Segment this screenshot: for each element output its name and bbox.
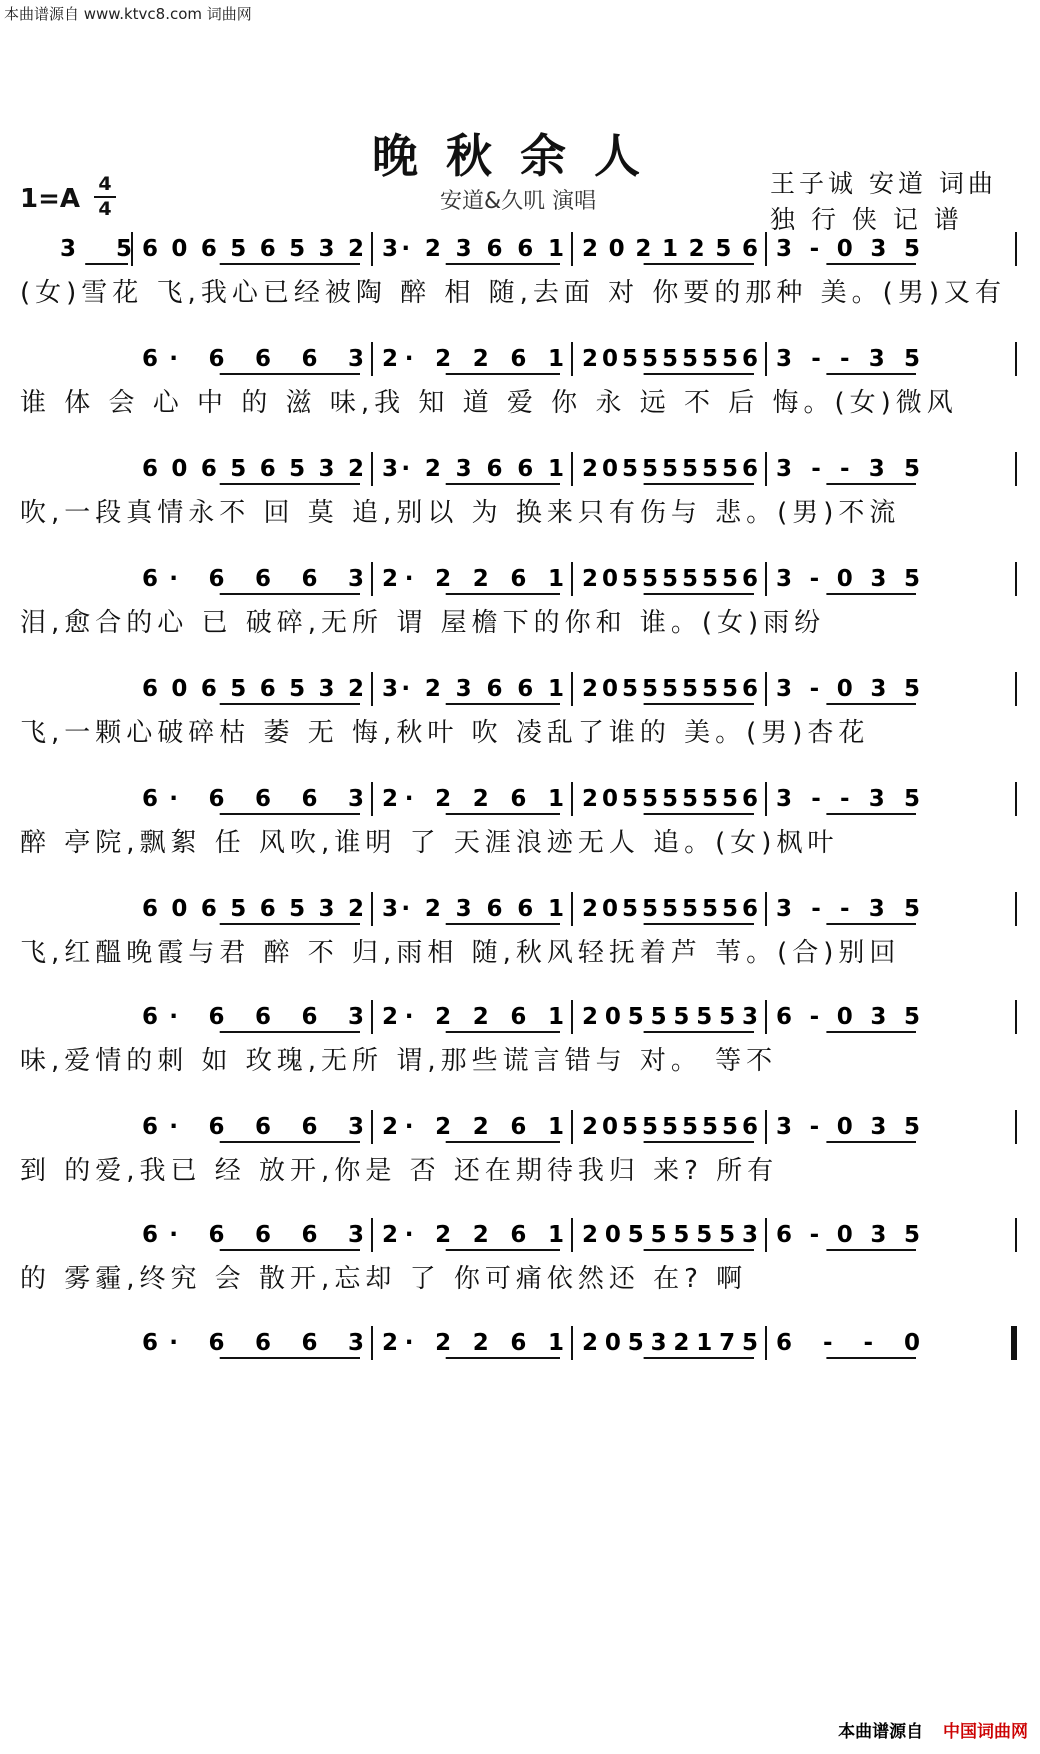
staff-row	[20, 1216, 1020, 1336]
bar-notes: 6 0 6 5 6 5 3 2	[142, 236, 364, 262]
bar-notes: 3 - - 3 5	[776, 896, 920, 922]
staff-notes	[20, 1216, 1020, 1260]
bar-notes: 2· 2 2 6 1	[382, 1114, 564, 1140]
pickup-notes: 3 5	[60, 236, 132, 262]
lyric-line: 到 的爱,我已 经 放开,你是 否 还在期待我归 来? 所有	[20, 1156, 779, 1186]
bar-notes: 6 0 6 5 6 5 3 2	[142, 896, 364, 922]
staff-notes	[20, 1324, 1020, 1368]
credits	[770, 166, 997, 238]
time-signature	[94, 174, 116, 220]
bar-notes: 3 - 0 3 5	[776, 566, 920, 592]
bar-notes: 2· 2 2 6 1	[382, 786, 564, 812]
bar-notes: 2· 2 2 6 1	[382, 1004, 564, 1030]
staff-notes	[20, 890, 1020, 934]
source-banner: 本曲谱源自 www.ktvc8.com 词曲网	[4, 5, 252, 23]
bar-notes: 6· 6 6 6 3	[142, 1222, 364, 1248]
bar-notes: 2 0 5 5 5 5 5 5 6	[582, 1114, 758, 1140]
staff-notes	[20, 340, 1020, 384]
staff-row	[20, 998, 1020, 1118]
bar-notes: 3· 2 3 6 6 1	[382, 456, 564, 482]
staff-notes	[20, 450, 1020, 494]
staff-row	[20, 230, 1020, 350]
staff-row	[20, 670, 1020, 790]
footer-source-label: 本曲谱源自	[838, 1722, 924, 1742]
footer-watermark	[838, 1717, 1028, 1742]
bar-notes: 3· 2 3 6 6 1	[382, 896, 564, 922]
bar-notes: 6 - 0 3 5	[776, 1222, 920, 1248]
bar-notes: 2· 2 2 6 1	[382, 346, 564, 372]
bar-notes: 2 0 2 1 2 5 6	[582, 236, 758, 262]
staff-row	[20, 780, 1020, 900]
staff-notes	[20, 670, 1020, 714]
bar-notes: 2 0 5 5 5 5 5 5 6	[582, 566, 758, 592]
key-signature: 1=A	[20, 184, 80, 214]
bar-notes: 3 - 0 3 5	[776, 1114, 920, 1140]
bar-notes: 3· 2 3 6 6 1	[382, 676, 564, 702]
performers: 安道&久叽 演唱	[440, 189, 597, 214]
lyric-line: 飞,红醞晚霞与君 醉 不 归,雨相 随,秋风轻抚着芦 苇。(合)别回	[20, 938, 901, 968]
bar-notes: 2 0 5 5 5 5 5 5 6	[582, 676, 758, 702]
staff-row	[20, 1108, 1020, 1228]
staff-notes	[20, 230, 1020, 274]
bar-notes: 2· 2 2 6 1	[382, 1330, 564, 1356]
bar-notes: 3 - - 3 5	[776, 346, 920, 372]
bar-notes: 2 0 5 5 5 5 5 5 6	[582, 786, 758, 812]
staff-notes	[20, 1108, 1020, 1152]
staff-notes	[20, 780, 1020, 824]
lyric-line: 吹,一段真情永不 回 莫 追,别以 为 换来只有伤与 悲。(男)不流	[20, 498, 901, 528]
credit-lyrics-music: 王子诚 安道 词曲	[770, 169, 997, 198]
bar-notes: 3 - 0 3 5	[776, 676, 920, 702]
staff-row	[20, 340, 1020, 460]
bar-notes: 2 0 5 5 5 5 5 5 6	[582, 456, 758, 482]
bar-notes: 3 - 0 3 5	[776, 236, 920, 262]
bar-notes: 2 0 5 5 5 5 5 3	[582, 1222, 758, 1248]
lyric-line: 谁 体 会 心 中 的 滋 味,我 知 道 爱 你 永 远 不 后 悔。(女)微风	[20, 388, 958, 418]
credit-transcriber: 独 行 侠 记 谱	[770, 205, 963, 234]
song-title: 晚秋余人	[372, 129, 668, 183]
bar-notes: 6 0 6 5 6 5 3 2	[142, 456, 364, 482]
bar-notes: 6· 6 6 6 3	[142, 786, 364, 812]
bar-notes: 6· 6 6 6 3	[142, 346, 364, 372]
lyric-line: 醉 亭院,飘絮 任 风吹,谁明 了 天涯浪迹无人 追。(女)枫叶	[20, 828, 839, 858]
bar-notes: 2 0 5 3 2 1 7 5	[582, 1330, 758, 1356]
bar-notes: 6 - 0 3 5	[776, 1004, 920, 1030]
bar-notes: 6· 6 6 6 3	[142, 566, 364, 592]
bar-notes: 3 - - 3 5	[776, 456, 920, 482]
bar-notes: 2 0 5 5 5 5 5 3	[582, 1004, 758, 1030]
staff-row	[20, 560, 1020, 680]
bar-notes: 6 0 6 5 6 5 3 2	[142, 676, 364, 702]
time-signature-top: 4	[98, 173, 112, 195]
staff-row	[20, 1324, 1020, 1444]
bar-notes: 2· 2 2 6 1	[382, 1222, 564, 1248]
lyric-line: 味,爱情的刺 如 玫瑰,无所 谓,那些谎言错与 对。 等不	[20, 1046, 778, 1076]
bar-notes: 2 0 5 5 5 5 5 5 6	[582, 896, 758, 922]
staff-row	[20, 890, 1020, 1010]
bar-notes: 3· 2 3 6 6 1	[382, 236, 564, 262]
lyric-line: 的 雾霾,终究 会 散开,忘却 了 你可痛依然还 在? 啊	[20, 1264, 748, 1294]
lyric-line: 飞,一颗心破碎枯 萎 无 悔,秋叶 吹 凌乱了谁的 美。(男)杏花	[20, 718, 870, 748]
lyric-line: (女)雪花 飞,我心已经被陶 醉 相 随,去面 对 你要的那种 美。(男)又有	[20, 278, 1006, 308]
bar-notes: 6· 6 6 6 3	[142, 1004, 364, 1030]
lyric-line: 泪,愈合的心 已 破碎,无所 谓 屋檐下的你和 谁。(女)雨纷	[20, 608, 826, 638]
final-barline	[1011, 1326, 1017, 1360]
staff-notes	[20, 998, 1020, 1042]
staff-row	[20, 450, 1020, 570]
bar-notes: 6 - - 0	[776, 1330, 920, 1356]
time-signature-bottom: 4	[98, 198, 112, 220]
footer-site-name: 中国词曲网	[943, 1722, 1028, 1742]
bar-notes: 6· 6 6 6 3	[142, 1330, 364, 1356]
bar-notes: 2· 2 2 6 1	[382, 566, 564, 592]
bar-notes: 6· 6 6 6 3	[142, 1114, 364, 1140]
bar-notes: 2 0 5 5 5 5 5 5 6	[582, 346, 758, 372]
staff-notes	[20, 560, 1020, 604]
bar-notes: 3 - - 3 5	[776, 786, 920, 812]
